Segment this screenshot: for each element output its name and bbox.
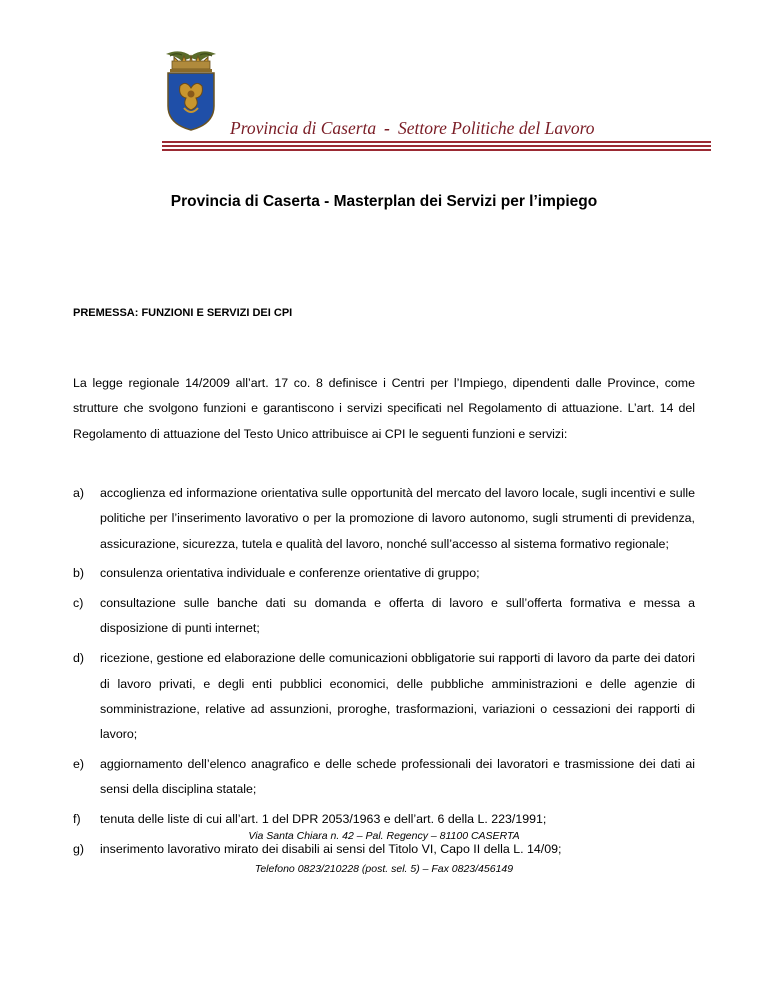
section-heading: PREMESSA: FUNZIONI E SERVIZI DEI CPI bbox=[73, 307, 293, 319]
list-item bbox=[73, 591, 695, 642]
header-separator: - bbox=[384, 118, 390, 138]
list-item bbox=[73, 561, 695, 586]
list-item bbox=[73, 481, 695, 557]
list-item bbox=[73, 807, 695, 832]
list-item-text: inserimento lavorativo mirato dei disabili ai sensi del Titolo VI, Capo II della L. 14/09; bbox=[100, 841, 562, 856]
header-department: Settore Politiche del Lavoro bbox=[397, 118, 595, 138]
list-item-letter: c) bbox=[73, 596, 84, 611]
list-item-letter: f) bbox=[73, 812, 81, 827]
list-item-text: accoglienza ed informazione orientativa sulle opportunità del mercato del lavoro locale, sugli incentivi e sulle politiche per l’inserimento lavorativo o per la promozione di lavoro autonomo, sugli strumenti di previdenza, assicurazione, sicurezza, tutela e qualità del lavoro, nonché sull’accesso al sistema formativo regionale; bbox=[100, 486, 695, 551]
footer-address: Via Santa Chiara n. 42 – Pal. Regency – 81100 CASERTA bbox=[248, 830, 520, 842]
province-crest-logo bbox=[160, 46, 222, 132]
list-item-letter: e) bbox=[73, 756, 85, 771]
document-title: Provincia di Caserta - Masterplan dei Servizi per l’impiego bbox=[170, 193, 598, 210]
header-rule-top bbox=[162, 141, 711, 143]
header-rule-middle bbox=[162, 145, 711, 147]
list-item-text: consulenza orientativa individuale e conferenze orientative di gruppo; bbox=[100, 566, 480, 581]
list-item-letter: a) bbox=[73, 486, 85, 500]
header-title bbox=[230, 118, 595, 139]
footer-phone: Telefono 0823/210228 (post. sel. 5) – Fax 0823/456149 bbox=[254, 863, 514, 875]
list-item bbox=[73, 752, 695, 803]
intro-paragraph: La legge regionale 14/2009 all’art. 17 co. 8 definisce i Centri per l’Impiego, dipendenti dalle Province, come strutture che svolgono funzioni e garantiscono i servizi specificati nel Regolamento di attuazione. L’art. 14 del Regolamento di attuazione del Testo Unico attribuisce ai CPI le seguenti funzioni e servizi: bbox=[73, 376, 695, 441]
list-item bbox=[73, 646, 695, 747]
list-item-text: ricezione, gestione ed elaborazione delle comunicazioni obbligatorie sui rapporti di lavoro da parte dei datori di lavoro privati, e degli enti pubblici economici, delle pubbliche amministrazioni e delle agenzie di somministrazione, relative ad assunzioni, proroghe, trasformazioni, variazioni o cessazioni dei rapporti di lavoro; bbox=[100, 651, 695, 742]
header-rule-bottom bbox=[162, 149, 711, 151]
list-item-text: aggiornamento dell’elenco anagrafico e delle schede professionali dei lavoratori e trasmissione dei dati ai sensi della disciplina statale; bbox=[100, 756, 695, 797]
header-org: Provincia di Caserta bbox=[230, 118, 377, 138]
list-item-text: consultazione sulle banche dati su domanda e offerta di lavoro e sull’offerta formativa e messa a disposizione di punti internet; bbox=[100, 596, 695, 636]
list-item-letter: b) bbox=[73, 566, 85, 581]
functions-list bbox=[73, 481, 695, 867]
list-item-letter: d) bbox=[73, 651, 85, 666]
list-item-text: tenuta delle liste di cui all’art. 1 del DPR 2053/1963 e dell’art. 6 della L. 223/1991; bbox=[100, 812, 547, 827]
list-item-letter: g) bbox=[73, 841, 85, 856]
